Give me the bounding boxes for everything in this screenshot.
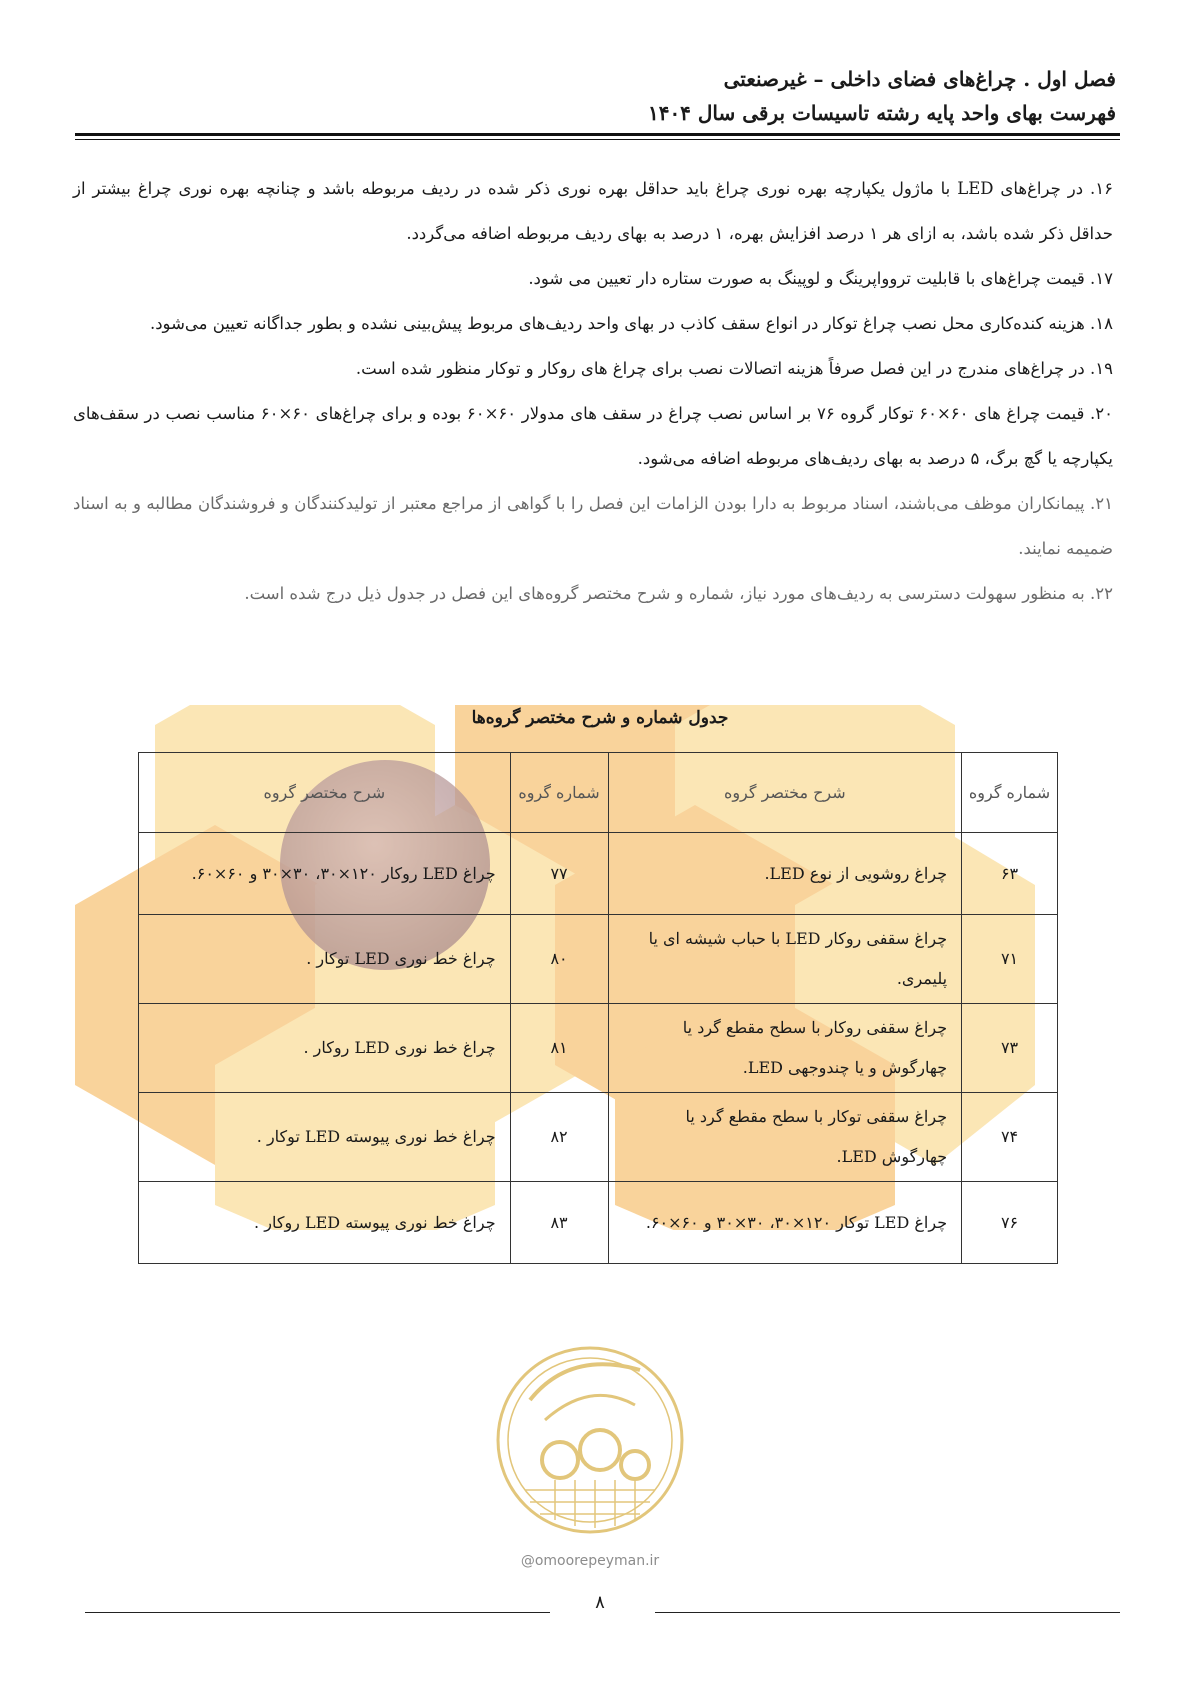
table-row [139,915,1058,1004]
table-row [139,1182,1058,1264]
group-number: ۸۱ [510,1004,608,1093]
table-header-row [139,753,1058,833]
footer-rule-right [655,1612,1120,1613]
group-description: چراغ سقفی توکار با سطح مقطع گرد یا چهارگوش LED. [608,1093,962,1182]
header-group-description: شرح مختصر گروه [608,753,962,833]
table-row [139,1093,1058,1182]
group-number: ۷۷ [510,833,608,915]
table-row [139,1004,1058,1093]
group-number: ۸۲ [510,1093,608,1182]
group-number: ۸۳ [510,1182,608,1264]
table-row [139,833,1058,915]
table-title: جدول شماره و شرح مختصر گروه‌ها [471,708,729,728]
page-header [71,62,1116,130]
groups-table [138,752,1058,1264]
notes-section [73,166,1113,616]
header-rule-thick [75,133,1120,136]
group-number: ۷۱ [962,915,1058,1004]
group-number: ۷۴ [962,1093,1058,1182]
document-title: فهرست بهای واحد پایه رشته تاسیسات برقی سال ۱۴۰۴ [647,101,1116,125]
note-21: ۲۱. پیمانکاران موظف می‌باشند، اسناد مربوط به دارا بودن الزامات این فصل را با گواهی از مراجع معتبر از تولیدکنندگان و فروشندگان مطالبه و به اسناد ضمیمه نمایند. [73,494,1113,558]
omoore-peyman-seal-logo [490,1330,690,1560]
header-group-number: شماره گروه [510,753,608,833]
note-16: ۱۶. در چراغ‌های LED با ماژول یکپارچه بهره نوری چراغ باید حداقل بهره نوری ذکر شده در ردیف مربوطه باشد و چنانچه بهره نوری چراغ بیشتر از حداقل ذکر شده باشد، به ازای هر ۱ درصد افزایش بهره، ۱ درصد به بهای ردیف مربوطه اضافه می‌گردد. [73,179,1114,243]
note-18: ۱۸. هزینه کنده‌کاری محل نصب چراغ توکار در انواع سقف کاذب در بهای واحد ردیف‌های مربوط پیش‌بینی نشده و بطور جداگانه تعیین می‌شود. [149,314,1113,333]
chapter-title: فصل اول . چراغ‌های فضای داخلی – غیرصنعتی [723,67,1116,91]
group-number: ۶۳ [962,833,1058,915]
group-number: ۷۶ [962,1182,1058,1264]
note-19: ۱۹. در چراغ‌های مندرج در این فصل صرفاً هزینه اتصالات نصب برای چراغ های روکار و توکار منظور شده است. [355,359,1113,378]
group-number: ۷۳ [962,1004,1058,1093]
page-number: ۸ [595,1592,605,1613]
group-description: چراغ سقفی روکار با سطح مقطع گرد یا چهارگوش و یا چندوجهی LED. [608,1004,962,1093]
group-description: چراغ خط نوری پیوسته LED توکار . [139,1093,511,1182]
group-description: چراغ سقفی روکار LED با حباب شیشه ای یا پلیمری. [608,915,962,1004]
note-20: ۲۰. قیمت چراغ های ۶۰×۶۰ توکار گروه ۷۶ بر اساس نصب چراغ در سقف های مدولار ۶۰×۶۰ بوده و برای چراغ‌های ۶۰×۶۰ مناسب نصب در سقف‌های یکپارچه یا گچ برگ، ۵ درصد به بهای ردیف‌های مربوطه اضافه می‌شود. [73,404,1114,468]
note-17: ۱۷. قیمت چراغ‌های با قابلیت تروواپرینگ و لوپینگ به صورت ستاره دار تعیین می شود. [528,269,1113,288]
group-number: ۸۰ [510,915,608,1004]
group-description: چراغ LED توکار ۱۲۰×۳۰، ۳۰×۳۰ و ۶۰×۶۰. [608,1182,962,1264]
header-group-number: شماره گروه [962,753,1058,833]
note-22: ۲۲. به منظور سهولت دسترسی به ردیف‌های مورد نیاز، شماره و شرح مختصر گروه‌های این فصل در جدول ذیل درج شده است. [244,584,1113,603]
group-description: چراغ LED روکار ۱۲۰×۳۰، ۳۰×۳۰ و ۶۰×۶۰. [139,833,511,915]
footer-rule-left [85,1612,550,1613]
group-description: چراغ خط نوری پیوسته LED روکار . [139,1182,511,1264]
header-group-description: شرح مختصر گروه [139,753,511,833]
header-rule-thin [75,139,1120,140]
group-description: چراغ روشویی از نوع LED. [608,833,962,915]
group-description: چراغ خط نوری LED روکار . [139,1004,511,1093]
website-watermark: @omoorepeyman.ir [520,1553,660,1569]
group-description: چراغ خط نوری LED توکار . [139,915,511,1004]
